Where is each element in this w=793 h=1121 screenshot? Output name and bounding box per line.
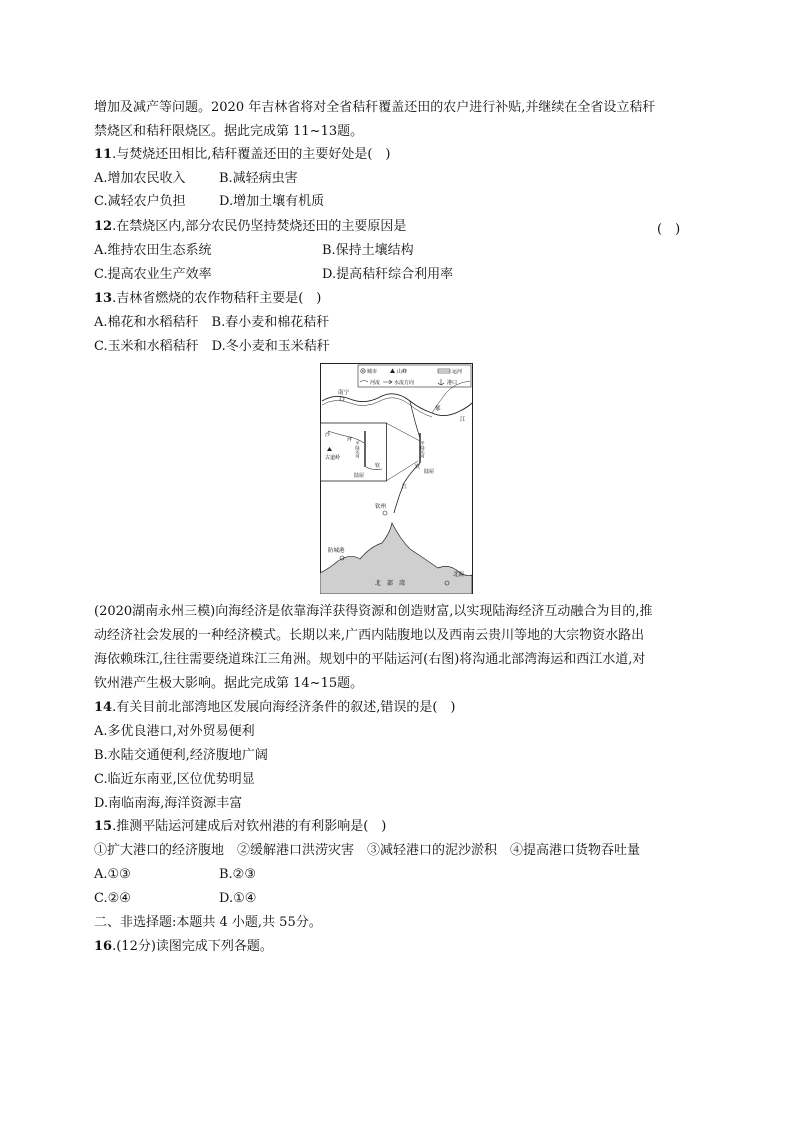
question-11-option-a: A.增加农民收入 <box>94 171 186 186</box>
question-11-option-b: B.减轻病虫害 <box>219 171 298 186</box>
question-14-option-c: C.临近东南亚,区位优势明显 <box>94 772 255 787</box>
question-11-text: .与焚烧还田相比,秸秆覆盖还田的主要好处是( ) <box>112 147 391 162</box>
question-12-option-a: A.维持农田生态系统 <box>94 243 212 258</box>
legend-peak: 山峰 <box>397 369 408 375</box>
label-beibuwan: 北 部 湾 <box>375 580 406 587</box>
label-pinglu-canal: 平陆运河 <box>420 441 426 458</box>
question-16-stem <box>94 938 273 956</box>
intro-line-2: 禁烧区和秸秆限烧区。据此完成第 11~13题。 <box>94 124 364 139</box>
question-12-option-d: D.提高秸秆综合利用率 <box>322 267 454 282</box>
question-12-option-b: B.保持土壤结构 <box>322 243 414 258</box>
question-12-answer-paren: ( ) <box>657 222 681 237</box>
question-13-text: .吉林省燃烧的农作物秸秆主要是( ) <box>112 291 322 306</box>
question-16-number: 16 <box>94 939 113 954</box>
question-14-option-a: A.多优良港口,对外贸易便利 <box>94 724 255 739</box>
question-16-text: .(12分)读图完成下列各题。 <box>112 939 273 954</box>
question-14-text: .有关目前北部湾地区发展向海经济条件的叙述,错误的是( ) <box>112 700 456 715</box>
label-beihai: 北海 <box>453 572 465 578</box>
question-11-option-d: D.增加土壤有机质 <box>219 194 325 209</box>
question-15-option-b: B.②③ <box>219 867 256 882</box>
legend-port: 港口 <box>447 380 458 386</box>
question-13-stem <box>94 290 321 308</box>
question-15-option-c: C.②④ <box>94 891 131 906</box>
question-14-option-d: D.南临南海,海洋资源丰富 <box>94 796 243 811</box>
label-fangchenggang: 防城港 <box>328 548 345 554</box>
label-qinzhou: 钦州 <box>375 504 387 510</box>
question-15-number: 15 <box>94 819 113 834</box>
label-pinglu-canal-inset: 平陆运河 <box>355 441 361 458</box>
question-11-number: 11 <box>94 147 113 162</box>
question-15-text: .推测平陆运河建成后对钦州港的有利影响是( ) <box>112 819 387 834</box>
label-jiang: 江 <box>460 417 466 423</box>
label-ping: 坪 <box>347 437 353 443</box>
question-13-number: 13 <box>94 291 113 306</box>
label-luwu: 陆屋 <box>424 469 435 475</box>
passage-line-2: 动经济社会发展的一种经济模式。长期以来,广西内陆腹地以及西南云贵川等地的大宗物资水路出 <box>94 628 645 643</box>
question-12-text: .在禁烧区内,部分农民仍坚持焚烧还田的主要原因是 <box>112 219 407 234</box>
passage-line-1: (2020湖南永州三模)向海经济是依靠海洋获得资源和创造财富,以实现陆海经济互动融合为目的,推 <box>94 604 653 619</box>
label-yu: 郁 <box>435 406 441 412</box>
label-qin: 钦 <box>415 464 421 470</box>
label-nanning: 南宁 <box>338 390 350 396</box>
legend-city: 城市 <box>367 369 378 375</box>
section-2-heading: 二、非选择题:本题共 4 小题,共 55分。 <box>94 915 322 930</box>
label-qin-inset: 钦 <box>375 463 381 469</box>
question-13-options-cd: C.玉米和水稻秸秆 D.冬小麦和玉米秸秆 <box>94 339 330 354</box>
legend-flow: 水流方向 <box>394 380 415 386</box>
legend-canal: 运河 <box>452 369 463 375</box>
question-12-option-c: C.提高农业生产效率 <box>94 267 212 282</box>
label-gudaoling: 古道岭 <box>325 455 341 461</box>
question-11-option-c: C.减轻农户负担 <box>94 194 186 209</box>
question-12-number: 12 <box>94 219 113 234</box>
pinglu-canal-map <box>320 363 473 594</box>
question-11-stem <box>94 146 391 164</box>
label-luwu-inset: 陆屋 <box>354 473 365 479</box>
question-12-stem <box>94 218 406 236</box>
question-14-option-b: B.水陆交通便利,经济腹地广阔 <box>94 748 268 763</box>
question-15-items: ①扩大港口的经济腹地 ②缓解港口洪涝灾害 ③减轻港口的泥沙淤积 ④提高港口货物吞吐量 <box>94 843 641 858</box>
question-15-option-a: A.①③ <box>94 867 131 882</box>
question-14-number: 14 <box>94 700 113 715</box>
question-15-stem <box>94 818 386 836</box>
intro-line-1: 增加及减产等问题。2020 年吉林省将对全省秸秆覆盖还田的农户进行补贴,并继续在全省设立秸秆 <box>94 100 656 115</box>
label-jiang-qin: 江 <box>402 484 408 490</box>
label-sha: 沙 <box>325 432 331 438</box>
question-14-stem <box>94 699 456 717</box>
passage-line-4: 钦州港产生极大影响。据此完成第 14~15题。 <box>94 676 364 691</box>
passage-line-3: 海依赖珠江,往往需要绕道珠江三角洲。规划中的平陆运河(右图)将沟通北部湾海运和西江水道,对 <box>94 652 646 667</box>
question-15-option-d: D.①④ <box>219 891 257 906</box>
legend-river: 河流 <box>370 380 381 386</box>
question-13-options-ab: A.棉花和水稻秸秆 B.春小麦和棉花秸秆 <box>94 315 330 330</box>
